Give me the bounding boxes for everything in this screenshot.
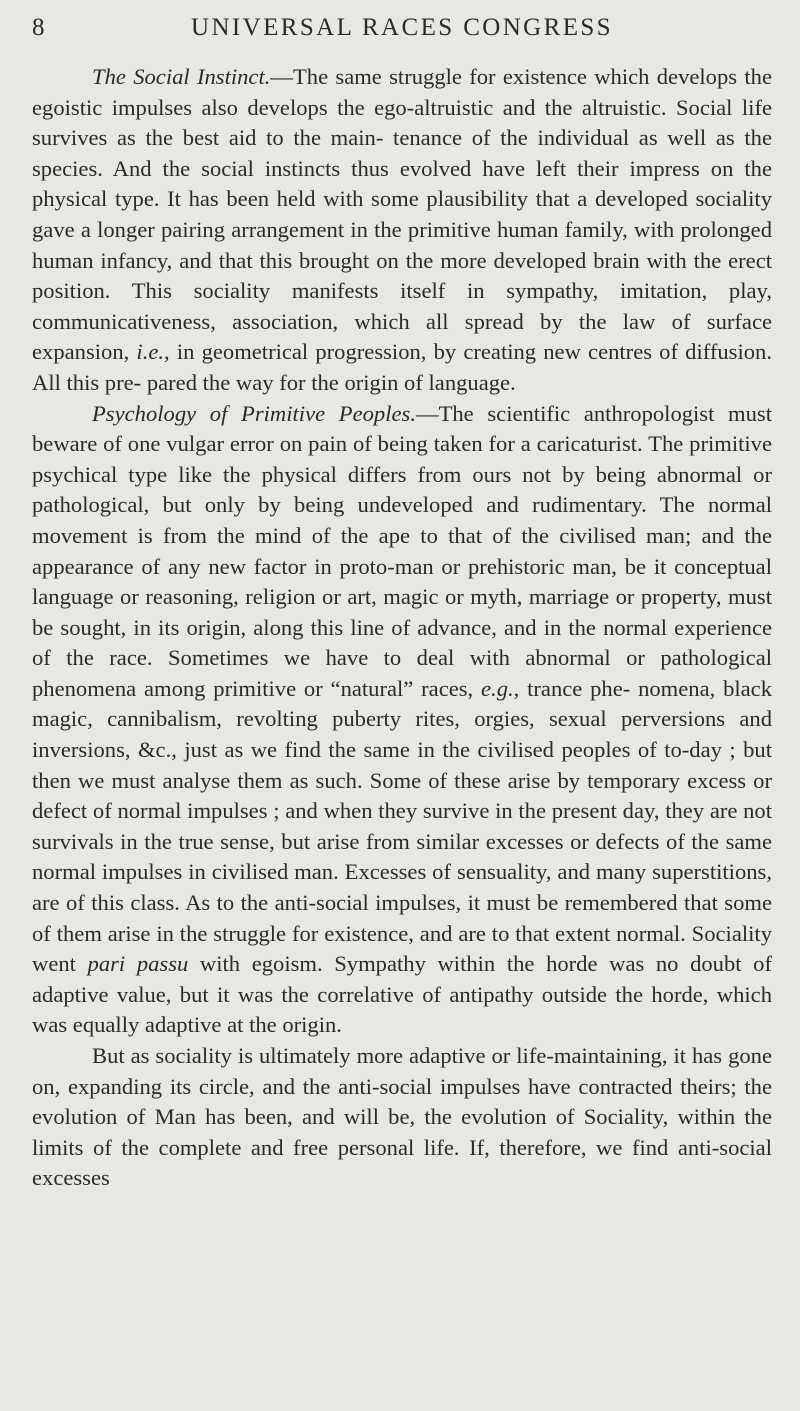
italic-abbreviation: i.e. [136,339,165,365]
text-segment: —The scientific anthropologist must beware of one vulgar error on pain of being taken for a caricaturist. The primitive psychical type like the physical differs from ours not by being abnormal or pathological, but only by being undeveloped and rudimentary. The normal movement is from the mind of the ape to that of the civilised man; and the appearance of any new factor in proto-man or prehistoric man, be it conceptual language or reasoning, religion or art, magic or myth, marriage or property, must be sought, in its origin, along this line of advance, and in the normal experience of the race. Sometimes we have to deal with abnormal or pathological phenomena among primitive or “natural” races, [32,400,772,701]
text-segment: , trance phe- nomena, black magic, cannibalism, revolting puberty rites, orgies, sexual perversions and inversions, &c., just as we find the same in the civilised peoples of to-day ; but then we must analyse them as such. Some of these arise by temporary excess or defect of normal impulses ; and when they survive in the present day, they are not survivals in the true sense, but arise from similar excesses or defects of the same normal impulses in civilised man. Excesses of sensuality, and many superstitions, are of this class. As to the anti-social impulses, it must be remembered that some of them arise in the struggle for existence, and are to that extent normal. Sociality went [32,675,772,977]
page-number: 8 [32,14,45,41]
run-in-heading: The Social Instinct. [92,64,271,89]
running-head: UNIVERSAL RACES CONGRESS [190,14,613,41]
paragraph-social-instinct [32,62,772,399]
body-text [32,62,772,1194]
italic-phrase: pari passu [87,951,189,977]
italic-abbreviation: e.g. [481,675,514,701]
text-segment: with egoism. Sympathy within the horde was no doubt of adaptive value, but it was the correlative of antipathy outside the horde, which was equally adaptive at the origin. [32,951,772,1038]
paragraph-sociality [32,1041,772,1194]
run-in-heading: Psychology of Primitive Peoples. [92,400,416,426]
text-segment: , in geometrical progression, by creating new centres of diffusion. All this pre- pared the way for the origin of language. [32,339,772,395]
page-header [32,14,772,54]
paragraph-primitive-psychology [32,399,772,1041]
text-segment: But as sociality is ultimately more adaptive or life-maintaining, it has gone on, expanding its circle, and the anti-social impulses have contracted theirs; the evolution of Man has been, and will be, the evolution of Sociality, within the limits of the complete and free personal life. If, therefore, we find anti-social excesses [32,1043,772,1191]
text-segment: —The same struggle for existence which develops the egoistic impulses also develops the ego-altruistic and the altruistic. Social life survives as the best aid to the main- tenance of the individual as well as the species. And the social instincts thus evolved have left their impress on the physical type. It has been held with some plausibility that a developed sociality gave a longer pairing arrangement in the primitive human family, with prolonged human infancy, and that this brought on the more developed brain with the erect position. This sociality manifests itself in sympathy, imitation, play, communicativeness, association, which all spread by the law of surface expansion, [32,64,772,365]
